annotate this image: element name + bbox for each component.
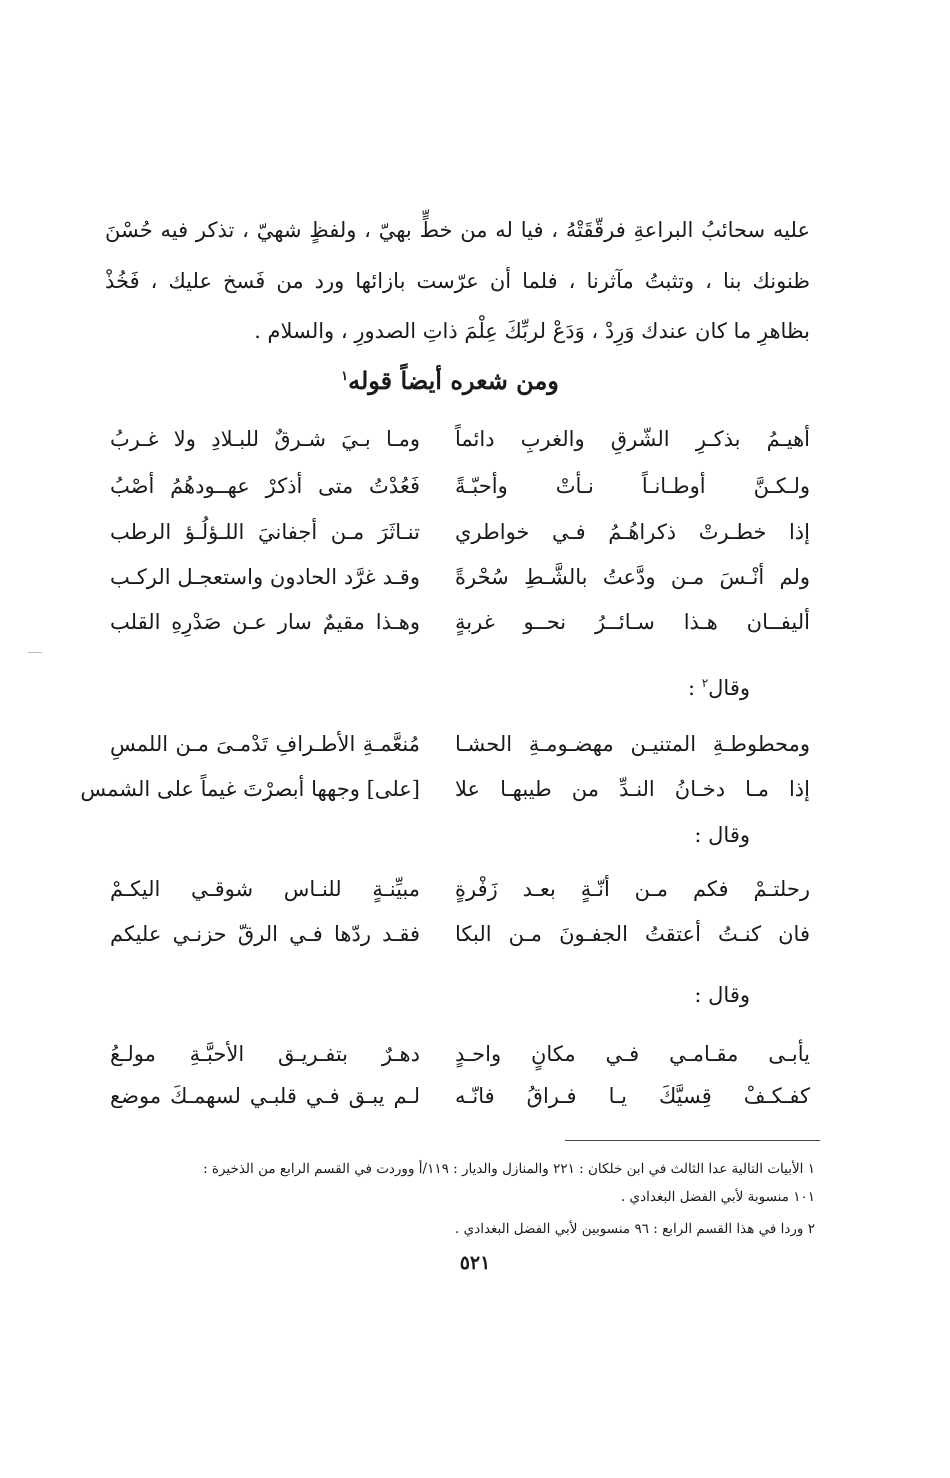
verse-8-second-hemistich: مبيِّنـةٍ للنـاس شوقـي اليكـمْ xyxy=(110,877,420,901)
verse-intro-2-colon: : xyxy=(687,676,702,700)
verse-9-second-hemistich: فقـد ردّها فـي الرقّ حزنـي عليكم xyxy=(110,922,420,946)
verse-7-first-hemistich: إذا مـا دخـانُ النـدِّ من طيبهـا علا xyxy=(455,777,810,801)
verse-2-second-hemistich: فَعُدْتُ متى أذكرْ عهــودهُمُ أصْبُ xyxy=(110,474,420,498)
verse-1-second-hemistich: ومـا بـيَ شـرقٌ للبـلادِ ولا غـربُ xyxy=(110,427,420,451)
footnote-marker: ١ xyxy=(341,369,349,384)
verse-6-first-hemistich: ومحطوطـةِ المتنيـن مهضـومـةِ الحشـا xyxy=(455,732,810,756)
verse-10-first-hemistich: يأبـى مقـامـي فـي مكانٍ واحـدٍ xyxy=(455,1042,810,1066)
verse-intro-2 xyxy=(688,670,750,701)
footnote-marker-2: ٢ xyxy=(701,676,709,690)
verse-9-first-hemistich: فان كنـتُ أعتقتُ الجفـونَ مـن البكا xyxy=(455,922,810,946)
verse-4-first-hemistich: ولم أنْـسَ مـن ودَّعتُ بالشَّـطِ سُحْرةً xyxy=(455,565,810,589)
footnote-2: ٢ وردا في هذا القسم الرابع : ٩٦ منسوبين لأبي الفضل البغدادي . xyxy=(455,1221,815,1237)
scan-mark xyxy=(28,652,42,653)
verse-5-first-hemistich: أليفــان هـذا سـائــرُ نحــو غربةٍ xyxy=(455,610,810,634)
verse-1-first-hemistich: أهيـمُ بذكـرِ الشّرقِ والغربِ دائماً xyxy=(455,427,810,451)
footnote-1-continued: ١٠١ منسوبة لأبي الفضل البغدادي . xyxy=(620,1189,815,1205)
prose-line-2: ظنونك بنا ، وتثبتُ مآثرنا ، فلما أن عرّست بازائها ورد من فَسخ عليك ، فَخُذْ xyxy=(105,269,810,293)
verse-5-second-hemistich: وهـذا مقيمٌ سار عـن صَدْرِهِ القلب xyxy=(110,610,420,634)
verse-3-second-hemistich: تنـاثَرَ مـن أجفانيَ اللـؤلُـؤ الرطب xyxy=(110,520,420,544)
prose-line-3: بظاهرِ ما كان عندك وَرِدْ ، وَدَعْ لربِّكَ عِلْمَ ذاتِ الصدورِ ، والسلام . xyxy=(254,319,810,343)
verse-4-second-hemistich: وقـد غرَّد الحادون واستعجـل الركـب xyxy=(110,565,420,589)
verse-2-first-hemistich: ولـكـنَّ أوطـانـاً نـأتْ وأحبّـةً xyxy=(455,474,810,498)
verse-11-second-hemistich: لـم يبـق فـي قلبـي لسهمـكَ موضع xyxy=(110,1084,420,1108)
footnote-separator xyxy=(565,1140,820,1141)
page-number: ٥٢١ xyxy=(459,1252,491,1274)
prose-line-1: عليه سحائبُ البراعةِ فرقّقَتْهُ ، فيا له من خطٍّ بهيّ ، ولفظٍ شهيّ ، تذكر فيه حُسْنَ xyxy=(105,218,810,242)
verse-6-second-hemistich: مُنعَّمـةِ الأطـرافِ تَدْمـىَ مـن اللمسِ xyxy=(110,732,420,756)
verse-intro-4: وقال : xyxy=(694,983,750,1007)
section-heading xyxy=(200,366,700,395)
verse-intro-2-text: وقال xyxy=(708,676,750,700)
footnote-1: ١ الأبيات التالية عدا الثالث في ابن خلكان : ٢٢١ والمنازل والديار : ١١٩/أ ووردت في القسم الرابع من الذخيرة : xyxy=(203,1161,815,1177)
verse-10-second-hemistich: دهـرٌ بتفـريـق الأحبَّـةِ مولـعُ xyxy=(110,1042,420,1066)
verse-intro-3: وقال : xyxy=(694,823,750,847)
verse-8-first-hemistich: رحلتـمْ فكم مـن أنّـةٍ بعـد زَفْرةٍ xyxy=(455,877,810,901)
heading-text: ومن شعره أيضاً قوله xyxy=(348,366,559,395)
verse-11-first-hemistich: كفـكـفْ قِسيَّكَ يـا فـراقُ فانّـه xyxy=(455,1084,810,1108)
verse-7-second-hemistich: [على] وجهها أبصرْتَ غيماً على الشمس xyxy=(80,777,420,801)
verse-3-first-hemistich: إذا خطـرتْ ذكراهُـمُ فـي خواطري xyxy=(455,520,810,544)
